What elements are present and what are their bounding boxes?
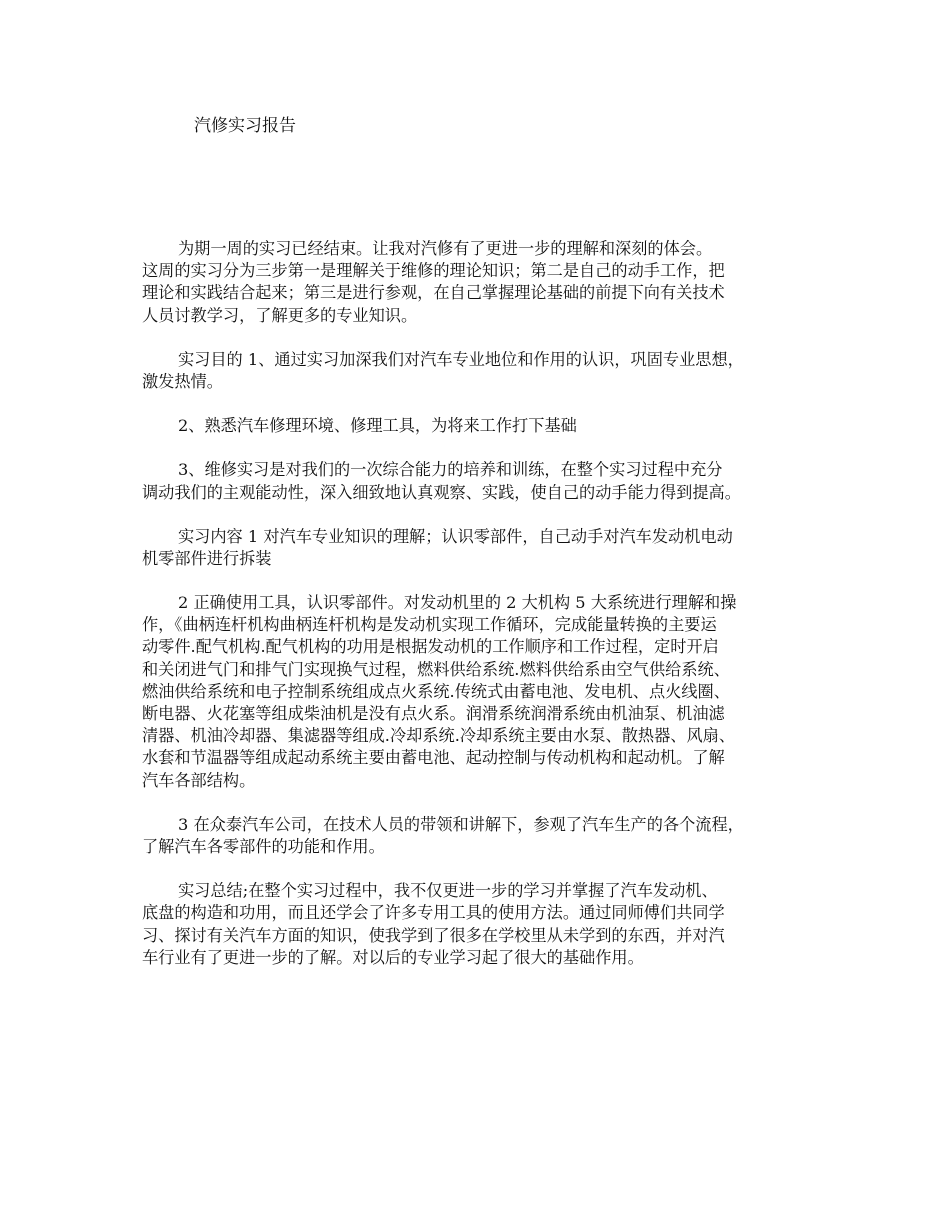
text-line: 燃油供给系统和电子控制系统组成点火系统.传统式由蓄电池、发电机、点火线圈、 (142, 681, 730, 701)
text-line: 理论和实践结合起来；第三是进行参观，在自己掌握理论基础的前提下向有关技术 (142, 283, 725, 303)
document-body (142, 238, 822, 991)
text-line: 实习内容 1 对汽车专业知识的理解；认识零部件，自己动手对汽车发动机电动 (178, 526, 733, 546)
text-line: 和关闭进气门和排气门实现换气过程，燃料供给系统.燃料供给系由空气供给系统、 (142, 659, 730, 679)
text-line: 动零件.配气机构.配气机构的功用是根据发动机的工作顺序和工作过程，定时开启 (142, 637, 719, 657)
document-title: 汽修实习报告 (194, 116, 296, 136)
paragraph-content-2 (142, 592, 822, 792)
paragraph-content-1 (142, 526, 822, 570)
paragraph-summary (142, 880, 822, 969)
paragraph-purpose-3 (142, 459, 822, 503)
text-line: 清器、机油冷却器、集滤器等组成.冷却系统.冷却系统主要由水泵、散热器、风扇、 (142, 726, 736, 746)
text-line: 实习总结;在整个实习过程中，我不仅更进一步的学习并掌握了汽车发动机、 (178, 881, 718, 901)
text-line: 2、熟悉汽车修理环境、修理工具，为将来工作打下基础 (178, 416, 577, 436)
text-line: 激发热情。 (142, 371, 223, 391)
paragraph-content-3 (142, 814, 822, 858)
text-line: 习、探讨有关汽车方面的知识，使我学到了很多在学校里从未学到的东西，并对汽 (142, 925, 725, 945)
text-line: 人员讨教学习，了解更多的专业知识。 (142, 305, 418, 325)
text-line: 车行业有了更进一步的了解。对以后的专业学习起了很大的基础作用。 (142, 947, 644, 967)
paragraph-purpose-1 (142, 349, 822, 393)
text-line: 2 正确使用工具，认识零部件。对发动机里的 2 大机构 5 大系统进行理解和操 (178, 593, 737, 613)
text-line: 汽车各部结构。 (142, 770, 256, 790)
text-line: 底盘的构造和功用，而且还学会了许多专用工具的使用方法。通过同师傅们共同学 (142, 903, 725, 923)
text-line: 3、维修实习是对我们的一次综合能力的培养和训练，在整个实习过程中充分 (178, 460, 723, 480)
text-line: 水套和节温器等组成起动系统主要由蓄电池、起动控制与传动机构和起动机。了解 (142, 748, 725, 768)
text-line: 机零部件进行拆装 (142, 548, 272, 568)
text-line: 调动我们的主观能动性，深入细致地认真观察、实践，使自己的动手能力得到提高。 (142, 482, 741, 502)
text-line: 了解汽车各零部件的功能和作用。 (142, 836, 385, 856)
text-line: 实习目的 1、通过实习加深我们对汽车专业地位和作用的认识，巩固专业思想， (178, 349, 744, 369)
text-line: 断电器、火花塞等组成柴油机是没有点火系。润滑系统润滑系统由机油泵、机油滤 (142, 704, 725, 723)
paragraph-purpose-2 (142, 415, 822, 437)
text-line: 3 在众泰汽车公司，在技术人员的带领和讲解下，参观了汽车生产的各个流程， (178, 814, 744, 834)
text-line: 作，《曲柄连杆机构曲柄连杆机构是发动机实现工作循环，完成能量转换的主要运 (142, 615, 717, 635)
text-line: 为期一周的实习已经结束。让我对汽修有了更进一步的理解和深刻的体会。 (178, 239, 713, 258)
paragraph-intro (142, 238, 822, 327)
text-line: 这周的实习分为三步第一是理解关于维修的理论知识；第二是自己的动手工作，把 (142, 261, 725, 281)
